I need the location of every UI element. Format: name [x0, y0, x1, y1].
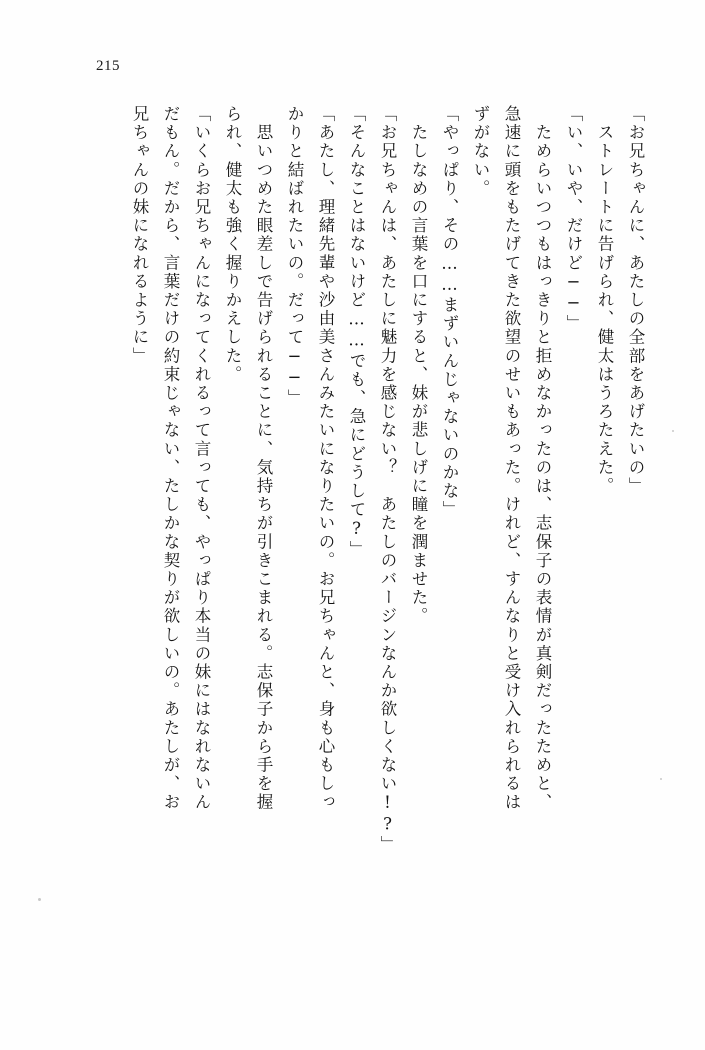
- text-column: 「お兄ちゃんは、あたしに魅力を感じない？ あたしのバージンなんか欲しくない!?」: [378, 105, 397, 854]
- text-column: 「いくらお兄ちゃんになってくれるって言っても、やっぱり本当の妹にはなれないん: [192, 105, 211, 812]
- print-speck: [660, 778, 662, 780]
- print-speck: [672, 430, 674, 432]
- page-number: 215: [96, 58, 120, 74]
- text-column: 「そんなことはないけど……でも、急にどうして?」: [347, 105, 366, 559]
- vertical-text-body: [60, 105, 643, 985]
- text-column: たしなめの言葉を口にすると、妹が悲しげに瞳を潤ませた。: [409, 105, 428, 626]
- text-column: 「お兄ちゃんに、あたしの全部をあげたいの」: [626, 105, 645, 496]
- text-column: ずがない。: [471, 105, 490, 198]
- text-column: かりと結ばれたいの。だって──」: [285, 105, 304, 408]
- text-column: 「やっぱり、その……まずいんじゃないのかな」: [440, 105, 459, 520]
- text-column: 急速に頭をもたげてきた欲望のせいもあった。けれど、すんなりと受け入れられるは: [502, 105, 521, 812]
- print-speck: [38, 898, 41, 901]
- text-column: だもん。だから、言葉だけの約束じゃない、たしかな契りが欲しいの。あたしが、お: [161, 105, 180, 812]
- text-column: ためらいつつもはっきりと拒めなかったのは、志保子の表情が真剣だったためと、: [533, 105, 552, 812]
- text-column: 「あたし、理緒先輩や沙由美さんみたいになりたいの。お兄ちゃんと、身も心もしっ: [316, 105, 335, 812]
- text-column: ストレートに告げられ、健太はうろたえた。: [595, 105, 614, 496]
- text-column: られ、健太も強く握りかえした。: [223, 105, 242, 384]
- text-column: 思いつめた眼差しで告げられることに、気持ちが引きこまれる。志保子から手を握: [254, 105, 273, 812]
- text-column: 兄ちゃんの妹になれるように」: [130, 105, 149, 366]
- text-column: 「い、いや、だけど──」: [564, 105, 583, 334]
